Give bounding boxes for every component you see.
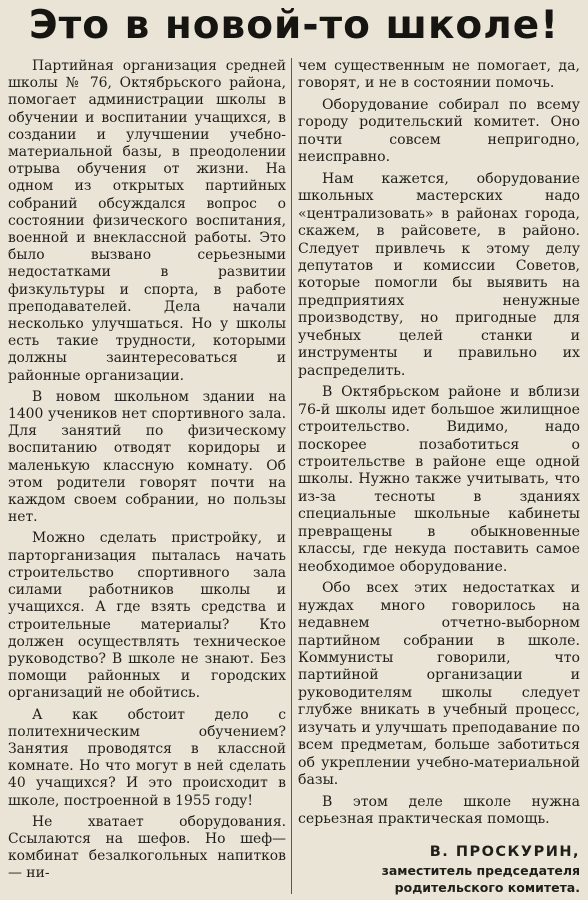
paragraph: Партийная организация средней школы № 76, Октябрьского района, помогает администрации школы в обучении и воспитании учащихся, в создании и улучшении учебно-материальной базы, в преодолении отрыва обучения от жизни. На одном из открытых партийных собраний обсуждался вопрос о состоянии физического воспитания, военной и внеклассной работы. Это было вызвано серьезными недостатками в развитии физкультуры и спорта, в работе преподавателей. Дела начали несколько улучшаться. Но у школы есть такие трудности, которыми должны заинтересоваться и районные организации. — [8, 58, 286, 384]
paragraph: В новом школьном здании на 1400 учеников нет спортивного зала. Для занятий по физическому воспитанию отводят коридоры и маленькую классную комнату. Об этом родители говорят почти на каждом своем собрании, но пользы нет. — [8, 388, 286, 526]
paragraph: Можно сделать пристройку, и парторганизация пыталась начать строительство спортивного зала силами работников школы и учащихся. А где взять средства и строительные материалы? Кто должен осуществлять техническое руководство? В школе не знают. Без помощи районных и городских организаций не обойтись. — [8, 530, 286, 702]
paragraph: В Октябрьском районе и вблизи 76-й школы идет большое жилищное строительство. Видимо, надо поскорее позаботиться о строительстве в районе еще одной школы. Нужно также учитывать, что из-за тесноты в зданиях специальные школьные кабинеты превращены в обыкновенные классы, где некуда поставить самое необходимое оборудование. — [298, 384, 580, 575]
paragraph: Не хватает оборудования. Ссылаются на шефов. Но шеф—комбинат безалкогольных напитков — ни- — [8, 813, 286, 882]
author-signature — [298, 842, 580, 896]
right-column — [298, 58, 580, 896]
author-role: заместитель председателя — [381, 863, 580, 879]
author-role: родительского комитета. — [394, 880, 580, 896]
paragraph: В этом деле школе нужна серьезная практическая помощь. — [298, 793, 580, 828]
paragraph: Оборудование собирал по всему городу родительский комитет. Оно почти совсем непригодно, неисправно. — [298, 96, 580, 166]
left-column — [8, 58, 286, 887]
column-divider — [291, 58, 292, 894]
paragraph: Обо всех этих недостатках и нуждах много говорилось на недавнем отчетно-выборном партийном собрании в школе. Коммунисты говорили, что партийной организации и руководителям школы следует глубже вникать в учебный процесс, изучать и улучшать преподавание по всем предметам, больше заботиться об укреплении учебно-материальной базы. — [298, 580, 580, 789]
article-headline: Это в новой-то школе! — [28, 3, 560, 48]
paragraph: Нам кажется, оборудование школьных мастерских надо «централизовать» в районах города, скажем, в райсовете, в районо. Следует привлечь к этому делу депутатов и комиссии Советов, которые помогли бы выявить на предприятиях ненужные производству, но пригодные для учебных целей станки и инструменты и правильно их распределить. — [298, 170, 580, 379]
paragraph-continuation: чем существенным не помогает, да, говорят, и не в состоянии помочь. — [298, 58, 580, 92]
author-name: В. ПРОСКУРИН, — [429, 844, 580, 861]
paragraph: А как обстоит дело с политехническим обучением? Занятия проводятся в классной комнате. Но что могут в ней сделать 40 учащихся? И это происходит в школе, построенной в 1955 году! — [8, 706, 286, 809]
